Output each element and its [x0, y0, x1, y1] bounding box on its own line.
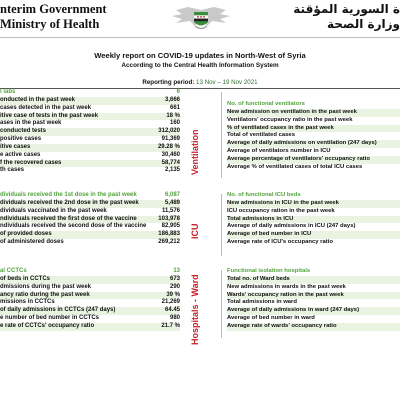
- table-row: [0, 284, 180, 292]
- row-value: 6,087: [164, 192, 180, 198]
- list-item: New admissions in ICU in the past week: [227, 200, 400, 208]
- table-row: [0, 128, 180, 136]
- period-value: 13 Nov – 19 Nov 2021: [196, 79, 258, 86]
- hospitals-ward-label: Hospitals - Ward: [190, 274, 200, 345]
- row-label: missions in CCTCs: [0, 299, 55, 306]
- row-label: dividuals received the 2nd dose in the past week: [0, 199, 139, 206]
- row-label: ndividuals received the first dose of the vaccine: [0, 215, 137, 222]
- row-label: dividuals vaccinated in the past week: [0, 207, 107, 214]
- reporting-period: [0, 79, 400, 86]
- ministry-name-ar: وزارة الصحة: [326, 17, 400, 31]
- government-name-en: nterim Government: [0, 2, 107, 16]
- row-label: e rate of CCTCs' occupancy ratio: [0, 322, 95, 329]
- table-row: [0, 113, 180, 121]
- list-item: Average of ventilators number in ICU: [227, 148, 331, 155]
- row-value: 29.28 %: [157, 143, 180, 150]
- row-label: l labs: [0, 89, 16, 95]
- row-value: 18 %: [166, 112, 180, 119]
- row-value: 91,369: [161, 136, 180, 143]
- table-row: [0, 299, 180, 307]
- header-left: [0, 2, 107, 32]
- row-value: 103,978: [158, 215, 180, 222]
- list-item: Average of bed number in ICU: [227, 231, 400, 239]
- row-value: 269,212: [158, 239, 180, 246]
- row-label: ancy ratio during the past week: [0, 291, 90, 298]
- icu-label: ICU: [190, 223, 200, 239]
- row-label: itive cases: [0, 143, 31, 150]
- list-item: Average % of ventilated cases of total ICU cases: [227, 163, 363, 170]
- testing-cases-section: [0, 89, 180, 175]
- coat-of-arms-icon: [168, 4, 234, 34]
- list-item: Ventilators' occupancy ratio in the past week: [227, 116, 353, 123]
- list-item: Average of daily admissions in ICU (247 days): [227, 223, 356, 230]
- vaccination-section: [0, 192, 180, 247]
- row-label: ndividuals received the second dose of the vaccine: [0, 223, 147, 230]
- row-label: positive cases: [0, 136, 42, 143]
- list-item: New admissions in wards in the past week: [227, 283, 346, 290]
- row-label: conducted tests: [0, 128, 47, 135]
- row-value: 64.45: [164, 307, 180, 314]
- table-row: [0, 231, 180, 239]
- row-value: 5,489: [164, 199, 180, 206]
- table-row: [0, 315, 180, 323]
- row-value: 21.7 %: [161, 322, 180, 329]
- list-item: Average of daily admissions on ventilation (247 days): [227, 140, 400, 148]
- row-value: 13: [173, 268, 180, 274]
- ward-rows: [227, 268, 400, 331]
- row-label: th cases: [0, 167, 25, 174]
- list-item: No. of functional ventilators: [227, 101, 305, 107]
- row-value: 82,905: [161, 223, 180, 230]
- row-value: 160: [169, 120, 180, 127]
- table-row: [0, 276, 180, 284]
- table-row: [0, 89, 180, 97]
- row-value: 312,020: [158, 128, 180, 135]
- table-row: [0, 292, 180, 300]
- table-row: [0, 136, 180, 144]
- row-label: of administered doses: [0, 239, 64, 246]
- row-label: e number of bed number in CCTCs: [0, 315, 100, 322]
- row-label: itive case of tests in the past week: [0, 112, 99, 119]
- table-row: [0, 144, 180, 152]
- list-item: Average rate of wards' occupancy ratio: [227, 323, 400, 331]
- list-item: Average of bed number in ward: [227, 315, 315, 322]
- ventilation-divider: [221, 92, 222, 178]
- row-value: 58,774: [161, 159, 180, 166]
- row-label: al CCTCs: [0, 268, 27, 274]
- list-item: Average percentage of ventilators' occupancy ratio: [227, 156, 400, 164]
- table-row: [0, 223, 180, 231]
- cctc-section: [0, 268, 180, 331]
- table-row: [0, 200, 180, 208]
- table-row: [0, 120, 180, 128]
- table-row: [0, 323, 180, 331]
- header-divider: [0, 37, 400, 38]
- row-label: of beds in CCTCs: [0, 275, 51, 282]
- row-label: f the recovered cases: [0, 159, 62, 166]
- table-row: [0, 216, 180, 224]
- table-row: [0, 167, 180, 175]
- list-item: Total admissions in ward: [227, 299, 297, 306]
- row-value: 980: [169, 315, 180, 322]
- row-value: 290: [169, 283, 180, 290]
- ward-divider: [221, 270, 222, 338]
- row-label: onducted in the past week: [0, 96, 76, 103]
- row-value: 30,460: [161, 151, 180, 158]
- ministry-name-en: Ministry of Health: [0, 17, 100, 31]
- header-right: [293, 2, 400, 32]
- list-item: Total no. of Ward beds: [227, 276, 400, 284]
- report-title: Weekly report on COVID-19 updates in North-West of Syria: [94, 51, 306, 60]
- row-value: 2,135: [164, 167, 180, 174]
- ventilation-rows: [227, 101, 400, 172]
- table-row: [0, 97, 180, 105]
- report-subtitle: According to the Central Health Information System: [121, 62, 279, 69]
- list-item: Average of daily admissions in ward (247 days): [227, 307, 400, 315]
- table-row: [0, 268, 180, 276]
- list-item: Functional isolation hospitals: [227, 268, 311, 274]
- row-label: e active cases: [0, 151, 41, 158]
- list-item: Average rate of ICU's occupancy ratio: [227, 239, 333, 246]
- row-label: dmissions during the past week: [0, 283, 92, 290]
- table-row: [0, 208, 180, 216]
- row-label: cases detected in the past week: [0, 104, 92, 111]
- government-name-ar: ة السورية المؤقتة: [293, 2, 400, 16]
- row-value: 6: [176, 89, 180, 95]
- row-value: 673: [169, 275, 180, 282]
- period-label: Reporting period:: [142, 79, 195, 86]
- list-item: ICU occupancy ration in the past week: [227, 207, 335, 214]
- table-row: [0, 105, 180, 113]
- icu-rows: [227, 192, 400, 247]
- ventilation-label: Ventilation: [190, 129, 200, 175]
- list-item: % of ventilated cases in the past week: [227, 125, 400, 133]
- list-item: Total admissions in ICU: [227, 216, 400, 224]
- icu-divider: [221, 194, 222, 256]
- table-row: [0, 152, 180, 160]
- row-value: 661: [169, 104, 180, 111]
- row-value: 11,576: [161, 207, 180, 214]
- row-value: 3,666: [164, 96, 180, 103]
- row-label: of provided doses: [0, 231, 52, 238]
- row-label: dividuals received the 1st dose in the past week: [0, 192, 137, 198]
- row-value: 39 %: [166, 291, 180, 298]
- list-item: Total of ventilated cases: [227, 132, 295, 139]
- row-label: ases in the past week: [0, 120, 62, 127]
- table-row: [0, 192, 180, 200]
- row-label: of daily admissions in CCTCs (247 days): [0, 307, 116, 314]
- table-row: [0, 239, 180, 247]
- table-row: [0, 160, 180, 168]
- list-item: No. of functional ICU beds: [227, 192, 301, 198]
- table-row: [0, 307, 180, 315]
- list-item: New admission on ventilation in the past week: [227, 109, 400, 117]
- row-value: 21,269: [161, 299, 180, 306]
- row-value: 186,883: [158, 231, 180, 238]
- list-item: Wards' occupancy ration in the past week: [227, 292, 400, 300]
